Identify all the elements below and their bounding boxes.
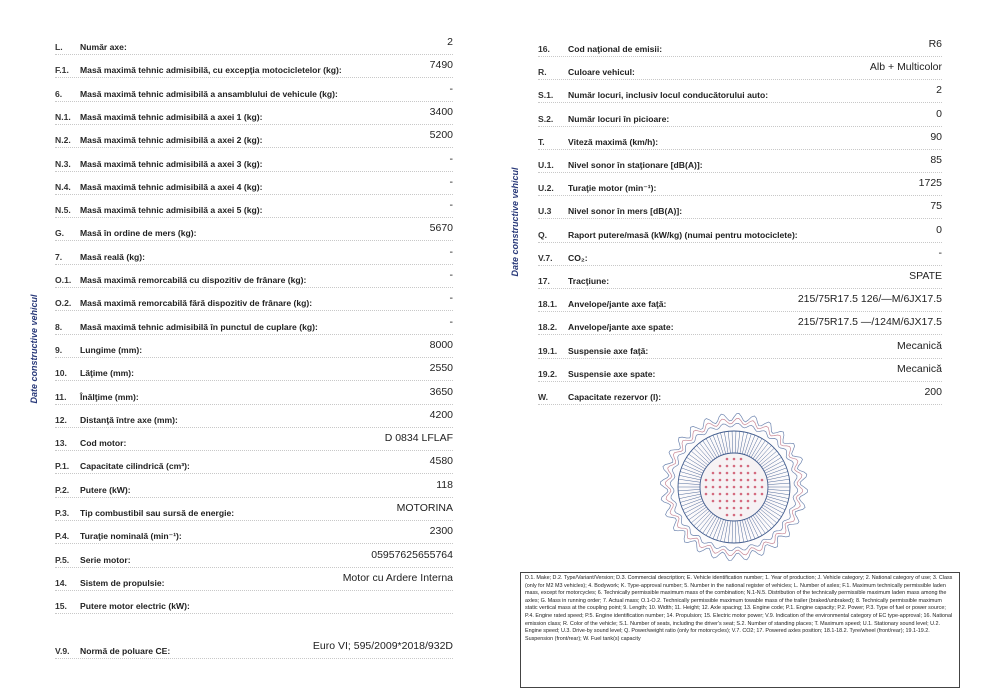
row-code: 7. — [55, 251, 63, 262]
row-label: Putere (kW): — [80, 484, 131, 495]
row-divider — [55, 217, 453, 218]
row-value: 1725 — [918, 177, 942, 190]
row-divider — [55, 658, 453, 659]
row-value: 2550 — [429, 362, 453, 375]
row-value: - — [449, 269, 453, 281]
row-value: 215/75R17.5 126/—M/6JX17.5 — [797, 293, 942, 306]
row-divider — [55, 520, 453, 521]
data-row — [55, 315, 453, 336]
row-value: 75 — [930, 200, 942, 213]
row-divider — [538, 149, 942, 150]
row-code: P.2. — [55, 484, 70, 495]
row-divider — [55, 543, 453, 544]
row-value: - — [938, 246, 942, 259]
row-value: 3400 — [429, 105, 453, 118]
data-row — [55, 222, 453, 242]
row-label: Masă maximă tehnic admisibilă a axei 1 (kg): — [80, 111, 263, 122]
row-label: Turaţie nominală (min⁻¹): — [80, 531, 182, 542]
row-code: U.3 — [538, 206, 552, 217]
row-divider — [55, 194, 453, 195]
row-code: 18.1. — [538, 299, 558, 310]
row-label: Sistem de propulsie: — [80, 577, 165, 588]
row-label: Masă maximă tehnic admisibilă a axei 3 (kg): — [80, 158, 263, 169]
row-label: Distanţă între axe (mm): — [80, 414, 178, 425]
row-label: Masă maximă remorcabilă cu dispozitiv de frânare (kg): — [80, 275, 307, 285]
data-row — [538, 200, 942, 220]
row-code: F.1. — [55, 65, 69, 76]
row-divider — [538, 126, 942, 127]
row-value: - — [449, 175, 453, 188]
row-value: 4580 — [429, 455, 453, 468]
row-label: Cod naţional de emisii: — [568, 44, 663, 54]
data-row — [55, 432, 453, 452]
data-row — [55, 478, 453, 499]
row-value: Motor cu Ardere Interna — [342, 571, 453, 584]
row-value: D 0834 LFLAF — [384, 432, 453, 445]
security-seal-icon — [656, 405, 812, 565]
row-divider — [538, 381, 942, 382]
row-value: 5670 — [429, 222, 453, 235]
data-row — [55, 455, 453, 475]
row-code: 17. — [538, 276, 550, 286]
row-value: 2 — [447, 36, 453, 48]
row-label: Capacitate rezervor (l): — [568, 392, 662, 402]
row-label: Masă maximă tehnic admisibilă, cu excepţia motocicletelor (kg): — [80, 65, 342, 76]
row-label: Tracţiune: — [568, 276, 610, 286]
row-value: Mecanică — [897, 362, 942, 375]
data-row — [55, 82, 453, 103]
data-row — [538, 154, 942, 174]
row-value: - — [449, 152, 453, 165]
data-row — [538, 38, 942, 58]
row-label: Masă maximă tehnic admisibilă în punctul de cuplare (kg): — [80, 321, 318, 332]
row-label: Anvelope/jante axe spate: — [568, 322, 674, 333]
row-value: 0 — [936, 107, 942, 120]
row-code: W. — [538, 392, 549, 402]
row-label: Cod motor: — [80, 438, 127, 449]
row-code: 6. — [55, 88, 63, 99]
data-row — [538, 130, 942, 151]
row-code: U.1. — [538, 160, 554, 170]
row-code: R. — [538, 67, 547, 78]
row-value: 8000 — [429, 338, 453, 351]
data-row — [538, 386, 942, 406]
row-divider — [538, 172, 942, 173]
data-row — [55, 152, 453, 173]
row-label: Masă maximă tehnic admisibilă a axei 5 (kg): — [80, 205, 263, 216]
data-row — [538, 107, 942, 128]
data-row — [538, 293, 942, 313]
row-divider — [538, 102, 942, 103]
row-code: P.4. — [55, 531, 70, 542]
data-row — [55, 292, 453, 312]
row-code: 13. — [55, 438, 67, 449]
row-divider — [538, 195, 942, 196]
row-code: S.2. — [538, 113, 554, 124]
row-value: - — [449, 199, 453, 212]
row-label: Lăţime (mm): — [80, 368, 134, 379]
row-label: Masă reală (kg): — [80, 251, 145, 262]
row-label: Suspensie axe faţă: — [568, 345, 649, 356]
row-divider — [55, 427, 453, 428]
row-divider — [55, 497, 453, 498]
row-divider — [55, 357, 453, 358]
data-row — [538, 84, 942, 104]
row-divider — [55, 124, 453, 125]
row-code: 19.1. — [538, 345, 558, 356]
row-value: - — [449, 245, 453, 258]
row-value: 118 — [436, 478, 453, 491]
row-divider — [538, 358, 942, 359]
row-label: Nivel sonor în mers [dB(A)]: — [568, 206, 683, 217]
data-row — [55, 105, 453, 126]
row-label: Nivel sonor în staţionare [dB(A)]: — [568, 160, 703, 170]
data-row — [55, 338, 453, 359]
row-code: N.2. — [55, 135, 71, 146]
data-row — [55, 175, 453, 196]
row-value: 90 — [930, 130, 942, 143]
row-value: 200 — [924, 386, 942, 398]
row-label: Înălţime (mm): — [80, 391, 139, 402]
row-code: 18.2. — [538, 322, 558, 333]
row-divider — [55, 310, 453, 311]
row-divider — [538, 79, 942, 80]
row-value: 4200 — [429, 408, 453, 421]
row-divider — [55, 287, 453, 288]
data-row — [55, 502, 453, 522]
row-label: Serie motor: — [80, 554, 131, 565]
row-divider — [538, 218, 942, 219]
row-label: Viteză maximă (km/h): — [568, 136, 659, 147]
row-divider — [538, 56, 942, 57]
row-label: Număr axe: — [80, 42, 127, 52]
row-value: SPATE — [909, 270, 942, 282]
field-legend: D.1. Make; D.2. Type/Variant/Version; D.3. Commercial description; E. Vehicle identification number; 1. Year of production; J. Vehicle category; 2. National category of use; 3. Class (only for M2 M3 vehicles); 4. Bodywork; K. Type-approval number; 5. Number in the national register of vehicles; L. Number of axles; F.1. Maximum technically permissible laden mass, except for motorcycles; 6. Technically permissible maximum mass of the combination; N.1-N.5. Distribution of the technically permissible maximum laden mass among the axles; G. Mass in running order; 7. Actual mass; O.1-O.2. Technically permissible maximum towable mass of the trailer (braked/unbraked); 8. Technically permissible maximum static vertical mass at the coupling point; 9. Length; 10. Width; 11. Height; 12. Axle spacing; 13. Engine code; P.1. Engine capacity; P.2. Power; P.3. Type of fuel or power source; P.4. Engine rated speed; P.5. Engine identification number; 14. Propulsion; 15. Electric motor power; V.9. Indication of the environmental category of EC type-approval; 16. National emission class; R. Color of the vehicle; S.1. Number of seats, including the driver's seat; S.2. Number of standing places; T. Maximum speed; U.1. Stationary sound level; U.2. Engine speed; U.3. Drive-by sound level; Q. Power/weight ratio (only for motorcycles); V.7. CO2; 17. Powered axles position; 18.1-18.2. Tyre/wheel (front/rear); 19.1-19.2. Suspension (front/rear); W. Fuel tank(s) capacity — [520, 572, 960, 688]
row-divider — [55, 613, 453, 614]
row-value: Euro VI; 595/2009*2018/932D — [312, 640, 453, 652]
row-value: MOTORINA — [396, 502, 453, 514]
row-code: N.5. — [55, 205, 71, 216]
data-row — [55, 129, 453, 149]
data-row — [538, 339, 942, 360]
row-label: Masă maximă remorcabilă fără dispozitiv de frânare (kg): — [80, 298, 313, 309]
row-label: Putere motor electric (kW): — [80, 601, 190, 612]
row-divider — [538, 288, 942, 289]
row-label: Capacitate cilindrică (cm³): — [80, 461, 190, 472]
row-value: R6 — [928, 38, 942, 50]
row-code: 9. — [55, 344, 63, 355]
row-divider — [55, 147, 453, 148]
row-value: - — [449, 82, 453, 95]
row-code: Q. — [538, 229, 548, 240]
row-value: 7490 — [429, 59, 453, 72]
row-value: 5200 — [429, 129, 453, 142]
row-divider — [55, 473, 453, 474]
row-divider — [538, 265, 942, 266]
row-value: - — [449, 292, 453, 305]
data-row — [538, 177, 942, 197]
row-code: 8. — [55, 321, 63, 332]
row-code: N.3. — [55, 158, 71, 169]
row-v9 — [55, 640, 453, 660]
row-value: 2 — [936, 84, 942, 97]
row-code: T. — [538, 136, 545, 147]
row-divider — [55, 450, 453, 451]
row-code: O.1. — [55, 275, 72, 285]
data-row — [55, 59, 453, 79]
data-row — [55, 525, 453, 545]
row-divider — [55, 54, 453, 55]
row-label: Raport putere/masă (kW/kg) (numai pentru motociclete): — [568, 229, 798, 240]
row-code: L. — [55, 42, 63, 52]
data-row — [55, 548, 453, 569]
data-row — [55, 408, 453, 429]
row-code: P.1. — [55, 461, 70, 472]
row-divider — [55, 380, 453, 381]
row-code: G. — [55, 228, 65, 239]
data-row — [55, 245, 453, 266]
row-code: N.4. — [55, 181, 71, 192]
row-code: 15. — [55, 601, 67, 612]
row-label: Tip combustibil sau sursă de energie: — [80, 508, 235, 518]
row-divider — [55, 404, 453, 405]
row-value: Mecanică — [897, 339, 942, 352]
data-row — [538, 223, 942, 244]
row-code: S.1. — [538, 90, 554, 101]
row-label: Normă de poluare CE: — [80, 646, 171, 656]
row-label: Culoare vehicul: — [568, 67, 635, 78]
side-label-left: Date constructive vehicul — [29, 294, 39, 404]
row-value: 2300 — [429, 525, 453, 538]
row-value: 85 — [930, 154, 942, 166]
row-code: O.2. — [55, 298, 72, 309]
row-divider — [55, 240, 453, 241]
data-row — [55, 269, 453, 289]
row-label: Lungime (mm): — [80, 344, 143, 355]
row-divider — [538, 311, 942, 312]
data-row — [55, 601, 453, 615]
data-row — [538, 246, 942, 267]
row-value: - — [449, 315, 453, 328]
data-row — [55, 362, 453, 382]
row-code: P.3. — [55, 508, 70, 518]
row-code: 19.2. — [538, 368, 558, 379]
side-label-right: Date constructive vehicul — [510, 167, 520, 277]
row-label: Masă maximă tehnic admisibilă a axei 4 (kg): — [80, 181, 263, 192]
row-value: 3650 — [429, 385, 453, 398]
row-label: CO₂: — [568, 252, 588, 263]
row-code: V.9. — [55, 646, 70, 656]
row-divider — [55, 77, 453, 78]
row-code: 14. — [55, 577, 67, 588]
row-label: Număr locuri în picioare: — [568, 113, 670, 124]
row-code: P.5. — [55, 554, 70, 565]
row-value: 215/75R17.5 —/124M/6JX17.5 — [797, 316, 942, 329]
row-divider — [55, 567, 453, 568]
data-row — [55, 571, 453, 592]
row-divider — [538, 242, 942, 243]
data-row — [55, 385, 453, 406]
row-label: Masă în ordine de mers (kg): — [80, 228, 197, 239]
row-label: Anvelope/jante axe faţă: — [568, 299, 667, 310]
row-code: 16. — [538, 44, 550, 54]
row-label: Masă maximă tehnic admisibilă a ansamblului de vehicule (kg): — [80, 88, 338, 99]
row-label: Număr locuri, inclusiv locul conducătorului auto: — [568, 90, 769, 101]
row-code: V.7. — [538, 252, 553, 263]
row-code: 12. — [55, 414, 67, 425]
data-row — [55, 36, 453, 56]
row-divider — [55, 264, 453, 265]
row-divider — [55, 590, 453, 591]
row-code: 10. — [55, 368, 67, 379]
row-value: Alb + Multicolor — [869, 61, 942, 74]
row-divider — [55, 101, 453, 102]
data-row — [538, 61, 942, 81]
row-code: 11. — [55, 391, 67, 402]
row-divider — [538, 334, 942, 335]
data-row — [538, 316, 942, 336]
row-value: 05957625655764 — [371, 548, 453, 561]
data-row — [538, 362, 942, 383]
data-row — [538, 270, 942, 290]
row-divider — [55, 334, 453, 335]
row-label: Turaţie motor (min⁻¹): — [568, 183, 657, 194]
data-row — [55, 199, 453, 219]
row-value: 0 — [936, 223, 942, 236]
row-label: Suspensie axe spate: — [568, 368, 656, 379]
row-code: N.1. — [55, 111, 71, 122]
row-label: Masă maximă tehnic admisibilă a axei 2 (kg): — [80, 135, 263, 146]
row-divider — [55, 171, 453, 172]
row-code: U.2. — [538, 183, 554, 194]
